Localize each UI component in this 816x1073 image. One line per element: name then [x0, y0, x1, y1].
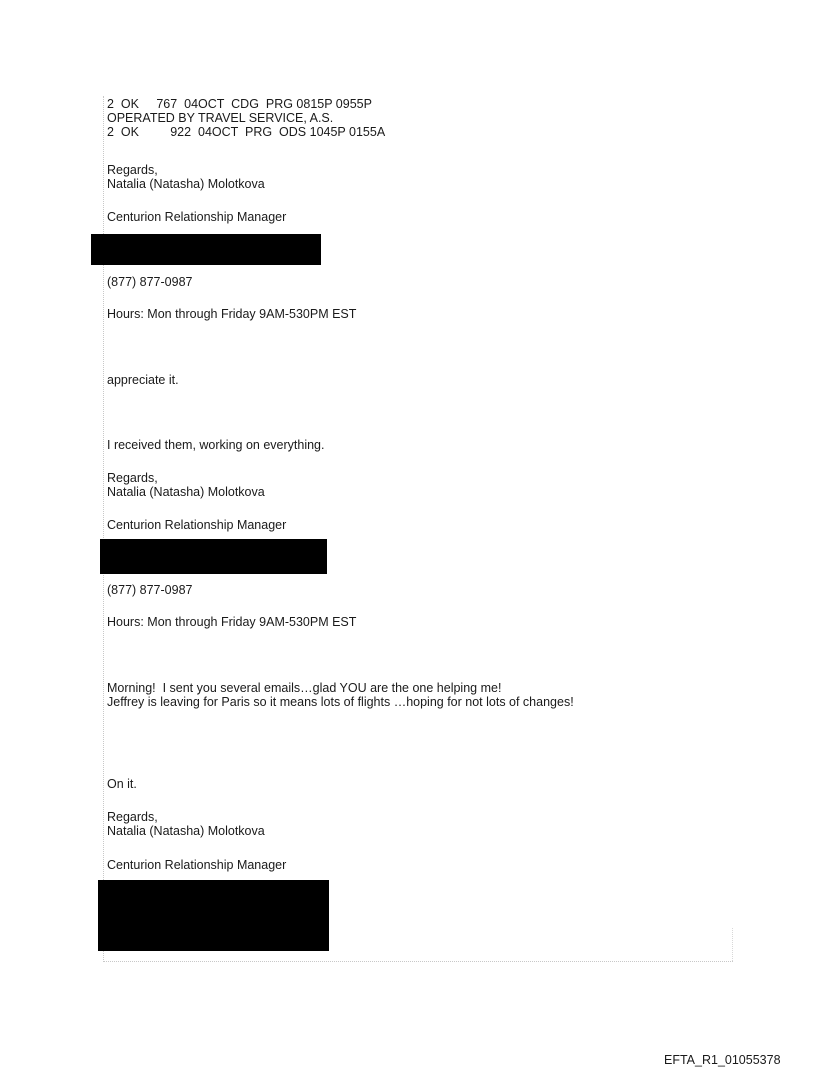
message-on-it: On it.	[107, 777, 137, 791]
signature-2-hours: Hours: Mon through Friday 9AM-530PM EST	[107, 615, 357, 629]
signature-2-name: Natalia (Natasha) Molotkova	[107, 485, 265, 499]
redaction-block-2	[100, 539, 327, 574]
redaction-block-1	[91, 234, 321, 265]
signature-3-regards: Regards,	[107, 810, 158, 824]
redaction-block-3	[98, 880, 329, 951]
signature-1-phone: (877) 877-0987	[107, 275, 193, 289]
signature-1-hours: Hours: Mon through Friday 9AM-530PM EST	[107, 307, 357, 321]
signature-1-name: Natalia (Natasha) Molotkova	[107, 177, 265, 191]
bottom-border-rule	[103, 961, 733, 962]
signature-1-regards: Regards,	[107, 163, 158, 177]
flight-line-2: 2 OK 922 04OCT PRG ODS 1045P 0155A	[107, 125, 386, 139]
message-morning-line-1: Morning! I sent you several emails…glad YOU are the one helping me!	[107, 681, 502, 695]
signature-3-title: Centurion Relationship Manager	[107, 858, 287, 872]
flight-operator-line: OPERATED BY TRAVEL SERVICE, A.S.	[107, 111, 334, 125]
signature-2-title: Centurion Relationship Manager	[107, 518, 287, 532]
message-received: I received them, working on everything.	[107, 438, 325, 452]
message-morning-line-2: Jeffrey is leaving for Paris so it means lots of flights …hoping for not lots of changes!	[107, 695, 574, 709]
signature-1-title: Centurion Relationship Manager	[107, 210, 287, 224]
flight-line-1: 2 OK 767 04OCT CDG PRG 0815P 0955P	[107, 97, 372, 111]
bates-number: EFTA_R1_01055378	[664, 1053, 781, 1067]
message-appreciate: appreciate it.	[107, 373, 179, 387]
right-border-rule	[732, 928, 733, 961]
signature-2-regards: Regards,	[107, 471, 158, 485]
left-border-rule	[103, 96, 104, 962]
signature-2-phone: (877) 877-0987	[107, 583, 193, 597]
signature-3-name: Natalia (Natasha) Molotkova	[107, 824, 265, 838]
